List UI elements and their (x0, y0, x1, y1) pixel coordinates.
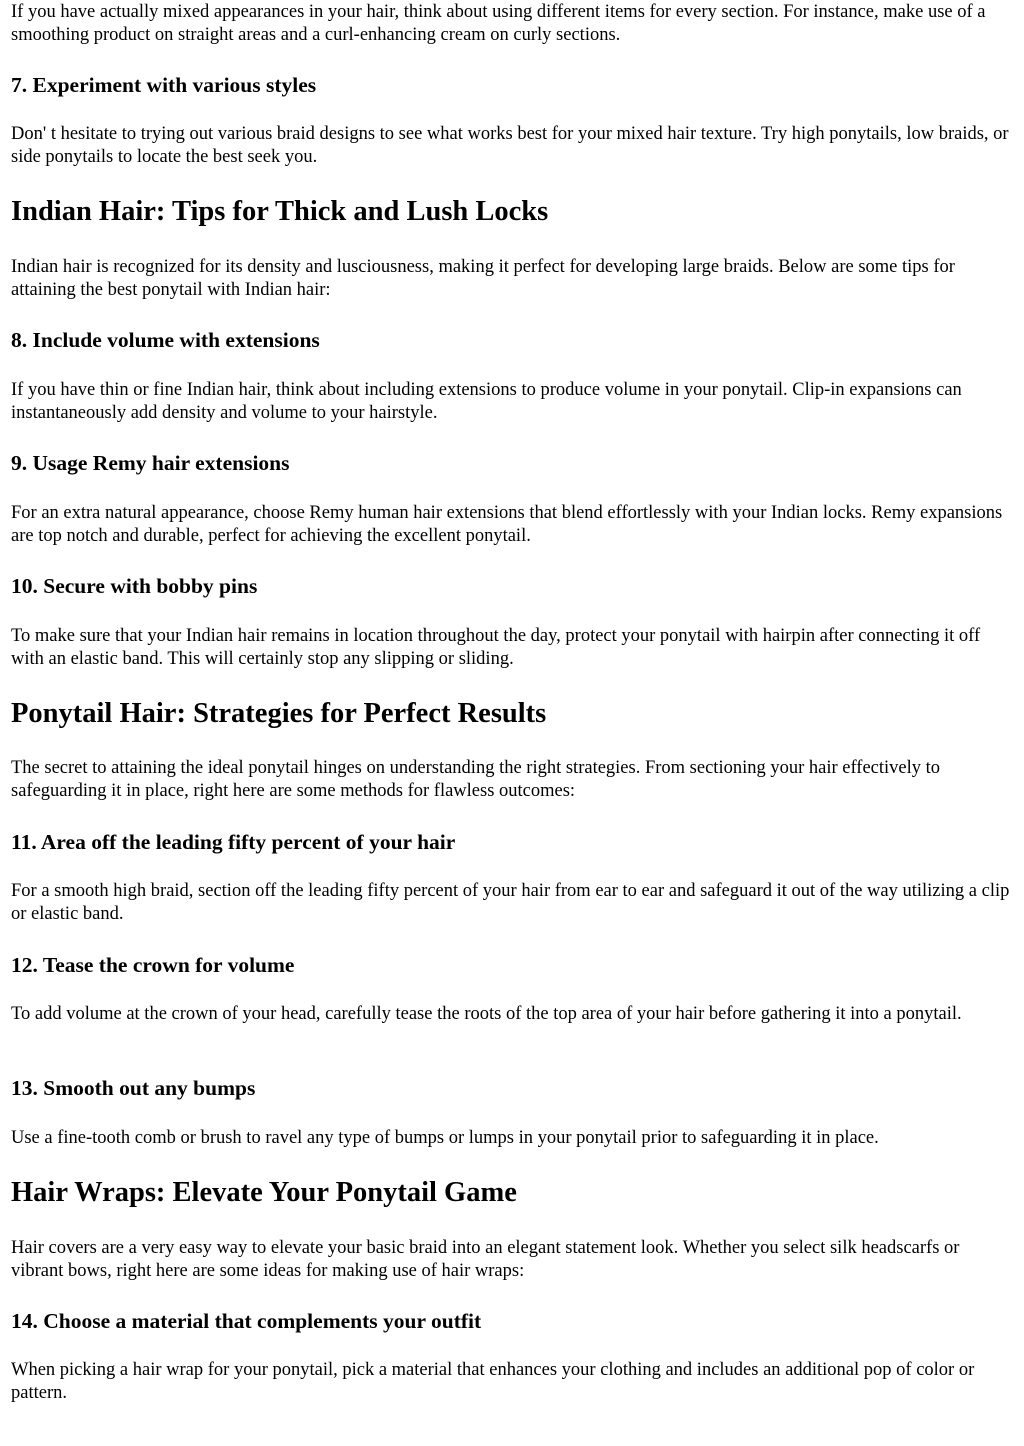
section-intro-hair-wraps: Hair covers are a very easy way to elevate your basic braid into an elegant statement look. Whether you select silk headscarfs or vibrant bows, right here are some ideas for making use of hair wraps: (11, 1238, 960, 1281)
section-title-indian-hair: Indian Hair: Tips for Thick and Lush Locks (11, 196, 549, 227)
heading-tip-14: 14. Choose a material that complements your outfit (11, 1309, 482, 1333)
intro-paragraph: If you have actually mixed appearances in your hair, think about using different items for every section. For instance, make use of a smoothing product on straight areas and a curl-enhancing cream on curly sections. (11, 2, 986, 45)
heading-tip-7: 7. Experiment with various styles (11, 73, 317, 97)
section-title-hair-wraps: Hair Wraps: Elevate Your Ponytail Game (11, 1177, 517, 1208)
heading-tip-13: 13. Smooth out any bumps (11, 1076, 256, 1100)
paragraph-tip-12: To add volume at the crown of your head, carefully tease the roots of the top area of your hair before gathering it into a ponytail. (11, 1004, 962, 1024)
paragraph-tip-8: If you have thin or fine Indian hair, think about including extensions to produce volume in your ponytail. Clip-in expansions can instantaneously add density and volume to your hairstyle. (11, 380, 962, 423)
heading-tip-12: 12. Tease the crown for volume (11, 953, 295, 977)
heading-tip-8: 8. Include volume with extensions (11, 328, 320, 352)
section-title-ponytail-hair: Ponytail Hair: Strategies for Perfect Results (11, 698, 547, 729)
paragraph-tip-7: Don' t hesitate to trying out various braid designs to see what works best for your mixed hair texture. Try high ponytails, low braids, or side ponytails to locate the best seek you. (11, 124, 1009, 167)
paragraph-tip-11: For a smooth high braid, section off the leading fifty percent of your hair from ear to ear and safeguard it out of the way utilizing a clip or elastic band. (11, 881, 1010, 924)
paragraph-tip-14: When picking a hair wrap for your ponytail, pick a material that enhances your clothing and includes an additional pop of color or pattern. (11, 1360, 975, 1403)
heading-tip-9: 9. Usage Remy hair extensions (11, 451, 290, 475)
paragraph-tip-10: To make sure that your Indian hair remains in location throughout the day, protect your ponytail with hairpin after connecting it off with an elastic band. This will certainly stop any slipping or sliding. (11, 626, 981, 669)
section-intro-indian-hair: Indian hair is recognized for its density and lusciousness, making it perfect for developing large braids. Below are some tips for attaining the best ponytail with Indian hair: (11, 257, 955, 300)
heading-tip-10: 10. Secure with bobby pins (11, 574, 258, 598)
heading-tip-11: 11. Area off the leading fifty percent of your hair (11, 830, 456, 854)
paragraph-tip-9: For an extra natural appearance, choose Remy human hair extensions that blend effortlessly with your Indian locks. Remy expansions are top notch and durable, perfect for achieving the excellent ponytail. (11, 503, 1003, 546)
section-intro-ponytail-hair: The secret to attaining the ideal ponytail hinges on understanding the right strategies. From sectioning your hair effectively to safeguarding it in place, right here are some methods for flawless outcomes: (11, 758, 941, 801)
paragraph-tip-13: Use a fine-tooth comb or brush to ravel any type of bumps or lumps in your ponytail prior to safeguarding it in place. (11, 1128, 879, 1148)
